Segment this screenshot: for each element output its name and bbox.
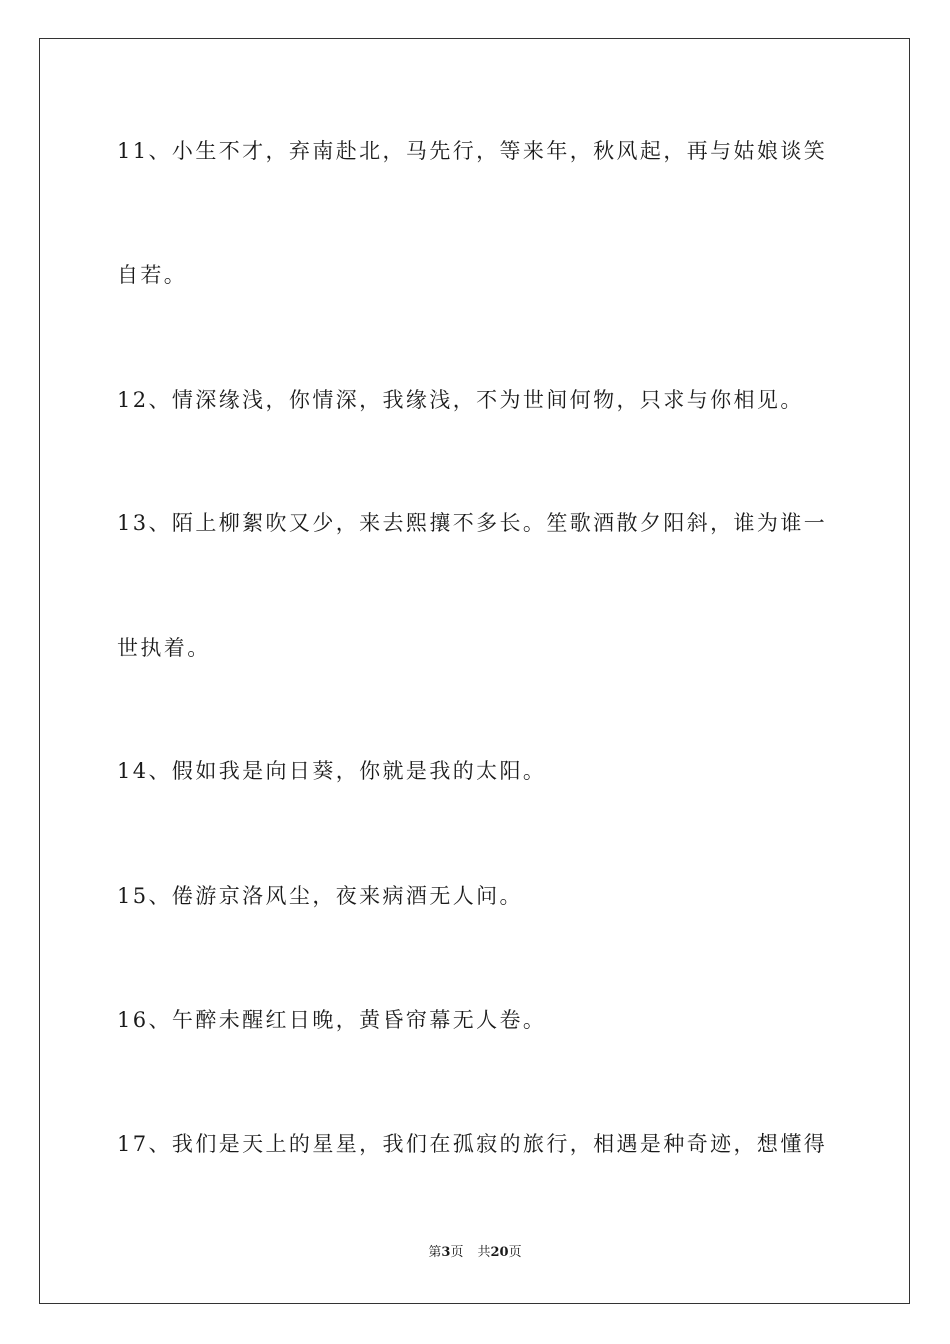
footer-total-suffix: 页	[508, 1245, 522, 1260]
footer-page-number: 3	[441, 1245, 451, 1260]
footer-page-prefix: 第	[428, 1245, 442, 1260]
footer-total-prefix: 共	[477, 1245, 491, 1260]
text-line-7: 15、倦游京洛风尘，夜来病酒无人问。	[117, 884, 523, 908]
text-line-8: 16、午醉未醒红日晚，黄昏帘幕无人卷。	[117, 1008, 547, 1032]
text-line-1: 11、小生不才，弃南赴北，马先行，等来年，秋风起，再与姑娘谈笑	[117, 139, 828, 163]
text-line-4: 13、陌上柳絮吹又少，来去熙攘不多长。笙歌酒散夕阳斜，谁为谁一	[117, 511, 828, 535]
text-line-9: 17、我们是天上的星星，我们在孤寂的旅行，相遇是种奇迹，想懂得	[117, 1132, 828, 1156]
page-border	[39, 38, 910, 1304]
text-line-6: 14、假如我是向日葵，你就是我的太阳。	[117, 759, 547, 783]
text-line-3: 12、情深缘浅，你情深，我缘浅，不为世间何物，只求与你相见。	[117, 388, 804, 412]
footer-total-pages: 20	[490, 1245, 509, 1260]
text-line-2: 自若。	[117, 263, 188, 287]
page-footer	[0, 1244, 950, 1262]
text-line-5: 世执着。	[117, 636, 211, 660]
footer-page-suffix: 页	[450, 1245, 464, 1260]
